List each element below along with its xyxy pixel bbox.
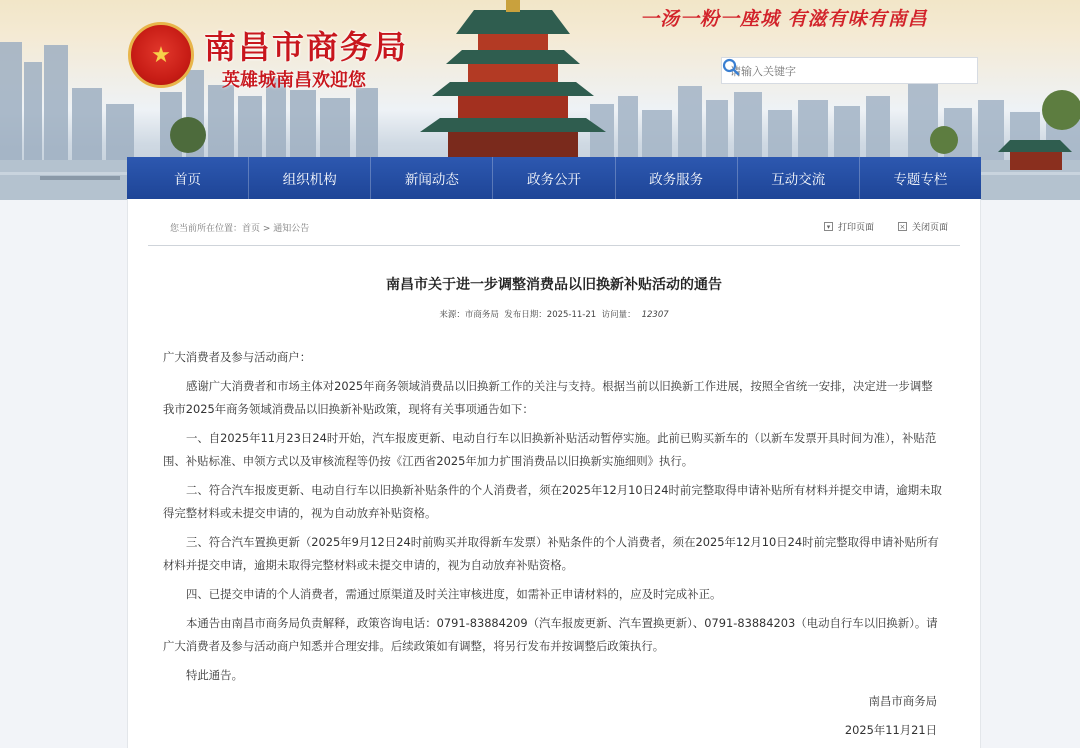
header-divider — [148, 245, 960, 246]
article-closing: 特此通告。 — [186, 668, 243, 682]
print-page-label: 打印页面 — [837, 223, 874, 233]
breadcrumb-current-link[interactable]: 通知公告 — [273, 224, 310, 234]
article-paragraph: 三、符合汽车置换更新（2025年9月12日24时前购买并取得新车发票）补贴条件的个人消费者，须在2025年12月10日24时前完整取得申请补贴所有材料并提交申请，逾期未取得完整材料或未提交申请的，视为自动放弃补贴资格。 — [163, 535, 939, 572]
article-meta — [128, 308, 980, 320]
national-emblem-icon — [128, 22, 194, 88]
search-input[interactable] — [730, 63, 930, 79]
nav-item-news[interactable]: 新闻动态 — [371, 157, 493, 199]
article-title: 南昌市关于进一步调整消费品以旧换新补贴活动的通告 — [386, 277, 722, 293]
views-count: 12307 — [641, 310, 669, 320]
breadcrumb — [170, 221, 309, 234]
city-slogan: 一汤一粉一座城 有滋有味有南昌 — [640, 8, 928, 30]
signature-org: 南昌市商务局 — [868, 694, 937, 708]
content-panel — [127, 199, 981, 748]
page-margin-left — [0, 200, 127, 748]
close-page-button[interactable] — [898, 220, 948, 233]
source-label: 来源： — [439, 310, 465, 320]
article-paragraph: 一、自2025年11月23日24时开始，汽车报废更新、电动自行车以旧换新补贴活动暂停实施。此前已购买新车的（以新车发票开具时间为准），补贴范围、补贴标准、申领方式以及审核流程等仍按《江西省2025年加力扩围消费品以旧换新实施细则》执行。 — [163, 431, 937, 468]
site-title[interactable]: 南昌市商务局 — [204, 28, 409, 66]
signature-date: 2025年11月21日 — [844, 723, 937, 737]
main-nav — [127, 157, 981, 199]
breadcrumb-prefix: 您当前所在位置： — [170, 224, 243, 234]
nav-item-services[interactable]: 政务服务 — [616, 157, 738, 199]
page-margin-right — [981, 200, 1080, 748]
publish-date-value: 2025-11-21 — [546, 310, 597, 320]
article-signature-block — [845, 687, 937, 745]
article-paragraph: 二、符合汽车报废更新、电动自行车以旧换新补贴条件的个人消费者，须在2025年12月10日24时前完整取得申请补贴所有材料并提交申请，逾期未取得完整材料或未提交申请的，视为自动放弃补贴资格。 — [163, 483, 942, 520]
publish-date-label: 发布日期： — [504, 310, 547, 320]
print-page-button[interactable] — [824, 220, 874, 233]
article-salutation: 广大消费者及参与活动商户： — [163, 350, 312, 364]
article-body — [163, 346, 943, 693]
nav-item-special-topics[interactable]: 专题专栏 — [893, 172, 948, 188]
printer-icon: ▾ — [824, 222, 833, 231]
nav-item-organization[interactable]: 组织机构 — [249, 157, 371, 199]
article-paragraph: 感谢广大消费者和市场主体对2025年商务领域消费品以旧换新工作的关注与支持。根据当前以旧换新工作进展，按照全省统一安排，决定进一步调整我市2025年商务领域消费品以旧换新补贴政策，现将有关事项通告如下： — [163, 379, 933, 416]
close-page-label: 关闭页面 — [911, 223, 948, 233]
nav-item-home[interactable]: 首页 — [127, 157, 249, 199]
search-icon[interactable] — [722, 58, 740, 76]
search-box — [721, 57, 978, 84]
breadcrumb-separator: > — [260, 224, 274, 234]
article-paragraph: 本通告由南昌市商务局负责解释，政策咨询电话：0791-83884209（汽车报废更新、汽车置换更新）、0791-83884203（电动自行车以旧换新）。请广大消费者及参与活动商户知悉并合理安排。后续政策如有调整，将另行发布并按调整后政策执行。 — [163, 616, 938, 653]
nav-item-interaction[interactable]: 互动交流 — [738, 157, 860, 199]
nav-item-public-affairs[interactable]: 政务公开 — [493, 157, 615, 199]
article-paragraph: 四、已提交申请的个人消费者，需通过原渠道及时关注审核进度，如需补正申请材料的，应及时完成补正。 — [186, 587, 722, 601]
page-tools — [824, 220, 948, 233]
emblem-star: ★ — [151, 42, 171, 68]
views-label: 访问量： — [601, 310, 636, 320]
source-value: 市商务局 — [464, 310, 499, 320]
close-icon: × — [899, 223, 906, 231]
site-subtitle: 英雄城南昌欢迎您 — [222, 70, 366, 91]
breadcrumb-home-link[interactable]: 首页 — [242, 224, 261, 234]
